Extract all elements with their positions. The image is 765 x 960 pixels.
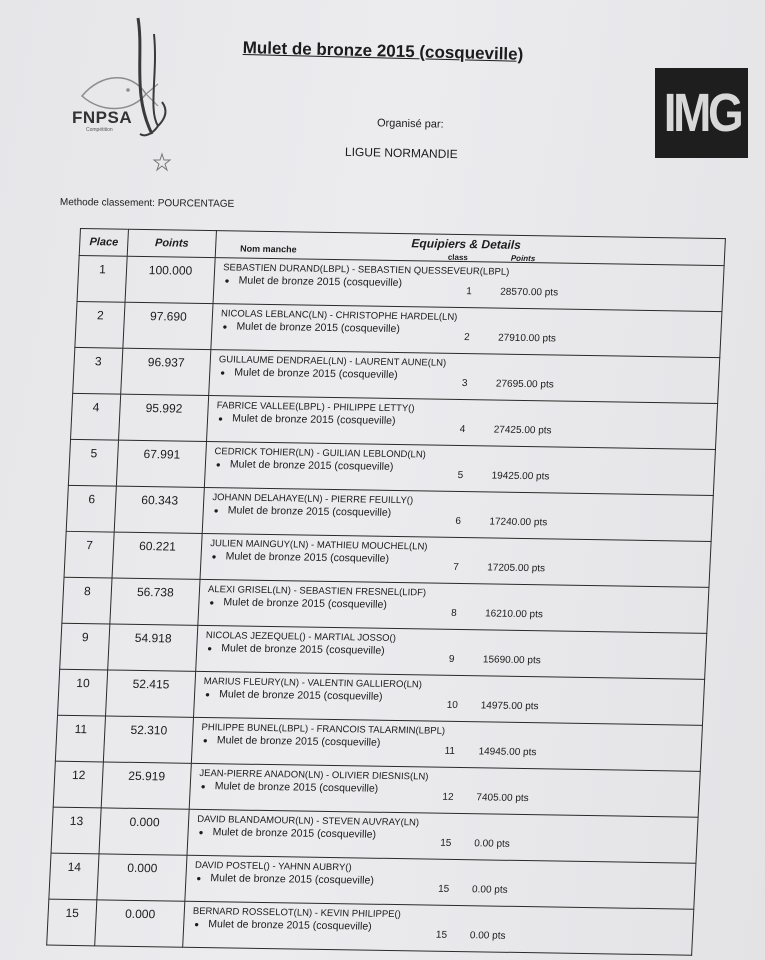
img-logo	[655, 68, 748, 158]
row-manche-name: Mulet de bronze 2015 (cosqueville)	[229, 458, 394, 473]
row-points: 56.738	[110, 578, 200, 625]
row-manche	[214, 504, 392, 519]
row-details	[189, 763, 700, 817]
bullet-icon: ●	[209, 598, 215, 608]
ranking-method-value: POURCENTAGE	[157, 198, 235, 210]
row-place: 8	[62, 577, 112, 624]
row-points: 96.937	[121, 348, 211, 395]
row-pts: 0.00 pts	[473, 838, 511, 850]
fnpsa-logo-subtext: Compétition	[86, 127, 113, 133]
bullet-icon: ●	[224, 276, 230, 286]
row-manche-name: Mulet de bronze 2015 (cosqueville)	[238, 274, 403, 290]
row-pts: 0.00 pts	[471, 884, 508, 896]
row-points: 52.415	[106, 670, 196, 717]
row-pts: 19425.00 pts	[491, 470, 550, 483]
bullet-icon: ●	[194, 919, 200, 929]
bullet-icon: ●	[222, 322, 228, 332]
row-manche-name: Mulet de bronze 2015 (cosqueville)	[210, 872, 375, 887]
row-manche-name: Mulet de bronze 2015 (cosqueville)	[214, 780, 379, 795]
row-place: 12	[53, 761, 103, 808]
row-manche-name: Mulet de bronze 2015 (cosqueville)	[212, 826, 377, 841]
row-manche	[220, 366, 398, 381]
row-manche	[200, 780, 378, 795]
bullet-icon: ●	[200, 781, 206, 792]
row-points: 60.343	[114, 486, 204, 533]
row-pts: 15690.00 pts	[482, 654, 541, 667]
row-place: 14	[49, 853, 99, 900]
row-class: 6	[455, 515, 462, 528]
row-team: MARIUS FLEURY(LN) - VALENTIN GALLIERO(LN)	[203, 676, 423, 691]
row-points: 0.000	[97, 854, 187, 901]
row-points: 97.690	[123, 302, 213, 349]
row-manche	[196, 872, 374, 887]
row-place: 1	[77, 255, 127, 302]
row-manche-name: Mulet de bronze 2015 (cosqueville)	[234, 366, 398, 382]
header-class: class	[447, 252, 469, 263]
row-place: 10	[58, 669, 108, 716]
row-class: 7	[452, 561, 460, 573]
fnpsa-logo-text: FNPSA	[72, 108, 133, 127]
row-team: JOHANN DELAHAYE(LN) - PIERRE FEUILLY()	[212, 492, 414, 507]
header-equipiers: Equipiers & Details	[411, 236, 522, 252]
row-pts: 27695.00 pts	[495, 378, 554, 391]
row-points: 100.000	[125, 256, 215, 303]
row-pts: 16210.00 pts	[484, 608, 544, 621]
row-team: PHILIPPE BUNEL(LBPL) - FRANCOIS TALARMIN(LBPL)	[201, 721, 446, 737]
row-class: 5	[457, 469, 464, 482]
header-nom-manche: Nom manche	[239, 243, 297, 255]
row-pts: 17240.00 pts	[489, 516, 548, 529]
ranking-table-wrapper	[46, 228, 726, 956]
row-class: 3	[461, 378, 468, 390]
row-manche	[207, 642, 385, 657]
page-title: Mulet de bronze 2015 (cosqueville)	[242, 38, 524, 64]
header-place: Place	[79, 229, 128, 257]
row-details	[194, 671, 705, 725]
row-class: 15	[439, 837, 452, 849]
row-points: 67.991	[116, 440, 206, 487]
row-details	[200, 533, 711, 587]
row-place: 11	[55, 715, 105, 762]
row-points: 0.000	[95, 900, 185, 947]
row-manche-name: Mulet de bronze 2015 (cosqueville)	[227, 504, 392, 519]
ranking-table	[46, 228, 726, 956]
row-pts: 0.00 pts	[469, 930, 506, 942]
row-details	[187, 809, 698, 863]
header-points: Points	[127, 229, 216, 257]
bullet-icon: ●	[196, 873, 202, 883]
row-team: JULIEN MAINGUY(LN) - MATHIEU MOUCHEL(LN)	[209, 538, 428, 553]
organiser-label: Organisé par:	[376, 117, 444, 131]
row-manche	[224, 274, 402, 289]
row-place: 6	[66, 485, 116, 532]
row-details	[196, 625, 707, 679]
organiser-name: LIGUE NORMANDIE	[344, 144, 458, 162]
row-team: JEAN-PIERRE ANADON(LN) - OLIVIER DIESNIS(LN)	[199, 767, 429, 783]
fish-logo	[62, 14, 182, 174]
row-place: 13	[51, 807, 101, 854]
row-team: ALEXI GRISEL(LN) - SEBASTIEN FRESNEL(LIDF)	[207, 584, 427, 599]
row-manche	[194, 918, 372, 933]
bullet-icon: ●	[202, 735, 208, 746]
bullet-icon: ●	[211, 552, 217, 562]
row-manche-name: Mulet de bronze 2015 (cosqueville)	[223, 596, 388, 611]
row-team: CEDRICK TOHIER(LN) - GUILIAN LEBLOND(LN)	[214, 446, 427, 461]
row-class: 15	[435, 929, 448, 941]
row-pts: 27910.00 pts	[497, 332, 557, 345]
row-place: 9	[60, 623, 110, 670]
row-class: 11	[444, 745, 456, 757]
row-manche	[216, 458, 394, 473]
row-manche-name: Mulet de bronze 2015 (cosqueville)	[220, 642, 385, 657]
row-manche-name: Mulet de bronze 2015 (cosqueville)	[207, 918, 372, 933]
row-manche-name: Mulet de bronze 2015 (cosqueville)	[231, 412, 396, 427]
row-place: 7	[64, 531, 114, 578]
bullet-icon: ●	[204, 690, 211, 700]
row-points: 95.992	[119, 394, 209, 441]
row-points: 52.310	[103, 716, 193, 763]
row-manche-name: Mulet de bronze 2015 (cosqueville)	[216, 734, 381, 749]
row-team: BERNARD ROSSELOT(LN) - KEVIN PHILIPPE()	[192, 905, 402, 921]
row-manche	[203, 734, 381, 749]
row-points: 0.000	[99, 808, 189, 855]
row-details	[204, 442, 715, 496]
row-pts: 28570.00 pts	[499, 286, 559, 299]
row-team: DAVID BLANDAMOUR(LN) - STEVEN AUVRAY(LN)	[196, 813, 420, 829]
bullet-icon: ●	[198, 827, 204, 838]
row-place: 5	[68, 439, 118, 486]
row-manche	[209, 596, 387, 611]
row-team: FABRICE VALLEE(LBPL) - PHILIPPE LETTY()	[216, 400, 415, 415]
row-place: 4	[71, 393, 121, 440]
row-details	[211, 304, 722, 358]
row-details	[207, 396, 718, 450]
row-class: 2	[463, 332, 470, 344]
bullet-icon: ●	[217, 414, 224, 424]
row-team: DAVID POSTEL() - YAHNN AUBRY()	[194, 859, 352, 874]
row-details	[209, 350, 720, 404]
row-class: 12	[442, 791, 454, 803]
row-team: NICOLAS LEBLANC(LN) - CHRISTOPHE HARDEL(LN)	[220, 308, 458, 323]
row-details	[183, 901, 694, 955]
row-manche-name: Mulet de bronze 2015 (cosqueville)	[225, 550, 390, 565]
row-pts: 14975.00 pts	[480, 700, 539, 713]
row-details	[191, 717, 702, 771]
bullet-icon: ●	[220, 368, 226, 378]
row-manche	[211, 550, 389, 565]
row-class: 10	[446, 699, 459, 711]
row-manche	[205, 688, 383, 703]
row-place: 2	[75, 301, 125, 348]
row-class: 8	[450, 607, 457, 619]
bullet-icon: ●	[213, 506, 219, 516]
row-manche-name: Mulet de bronze 2015 (cosqueville)	[236, 320, 401, 336]
row-class: 4	[459, 423, 466, 436]
row-details	[185, 855, 696, 909]
row-pts: 27425.00 pts	[493, 424, 552, 437]
ranking-method	[60, 197, 234, 210]
row-pts: 14945.00 pts	[478, 746, 537, 759]
row-manche	[198, 826, 376, 841]
table-row	[47, 899, 694, 955]
row-class: 9	[448, 653, 455, 665]
header-points-sub: Points	[510, 253, 536, 264]
row-points: 54.918	[108, 624, 198, 671]
row-team: NICOLAS JEZEQUEL() - MARTIAL JOSSO()	[205, 630, 397, 645]
bullet-icon: ●	[215, 460, 221, 470]
ranking-method-label: Methode classement:	[59, 197, 158, 210]
row-points: 25.919	[101, 762, 191, 809]
row-team: GUILLAUME DENDRAEL(LN) - LAURENT AUNE(LN)	[218, 354, 447, 369]
img-logo-text: IMG	[663, 83, 740, 143]
row-class: 15	[437, 883, 450, 895]
row-pts: 17205.00 pts	[486, 562, 546, 575]
row-place: 15	[47, 899, 97, 946]
row-manche	[218, 412, 396, 427]
row-details	[202, 487, 713, 541]
row-class: 1	[465, 286, 473, 298]
row-points: 60.221	[112, 532, 202, 579]
row-manche	[222, 320, 400, 335]
row-manche-name: Mulet de bronze 2015 (cosqueville)	[218, 688, 383, 703]
row-pts: 7405.00 pts	[476, 792, 529, 805]
row-place: 3	[73, 347, 123, 394]
bullet-icon: ●	[207, 644, 213, 654]
row-details	[198, 579, 709, 633]
row-details	[213, 258, 724, 312]
row-team: SEBASTIEN DURAND(LBPL) - SEBASTIEN QUESSEVEUR(LBPL)	[222, 262, 510, 278]
